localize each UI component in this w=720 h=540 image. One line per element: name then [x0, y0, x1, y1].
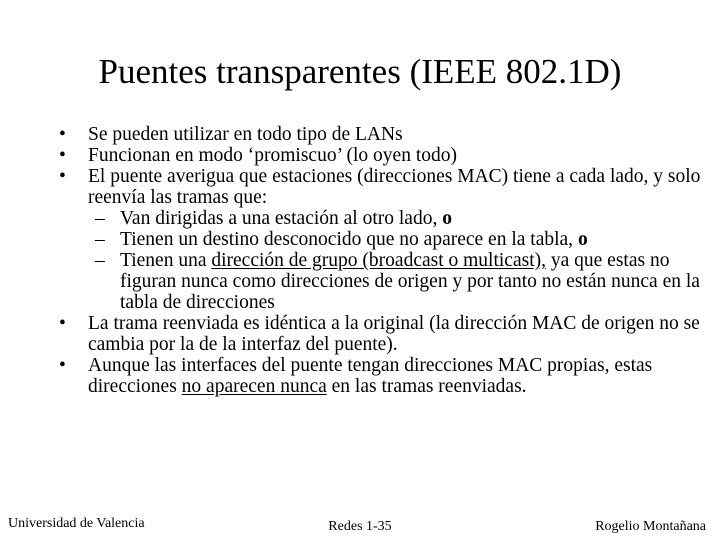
dash-marker: –	[95, 229, 105, 250]
footer-author: Rogelio Montañana	[595, 519, 706, 534]
bold-word: o	[442, 208, 452, 229]
bullet-item	[56, 313, 706, 355]
sub-bullet-item	[56, 208, 706, 229]
bullet-marker: •	[59, 355, 66, 376]
sub-bullet-text-after: ya que estas no figuran nunca como direcciones de origen y por tanto no están nunca en la tabla de direcciones	[120, 250, 700, 313]
bullet-marker: •	[59, 124, 66, 145]
underlined-text: no aparecen nunca	[181, 376, 327, 397]
sub-bullet-text: Van dirigidas a una estación al otro lado,	[120, 208, 438, 229]
slide-title: Puentes transparentes (IEEE 802.1D)	[98, 52, 622, 91]
dash-marker: –	[95, 208, 105, 229]
sub-bullet-item	[56, 250, 706, 313]
dash-marker: –	[95, 250, 105, 271]
bullet-text: Funcionan en modo ‘promiscuo’ (lo oyen todo)	[88, 145, 457, 166]
bullet-item	[56, 166, 706, 208]
bullet-text-after: en las tramas reenviadas.	[331, 376, 527, 397]
bullet-text: El puente averigua que estaciones (direcciones MAC) tiene a cada lado, y solo reenvía las tramas que:	[88, 166, 701, 208]
bullet-text: Se pueden utilizar en todo tipo de LANs	[88, 124, 403, 145]
footer-page-number: Redes 1-35	[328, 519, 392, 534]
bold-word: o	[577, 229, 588, 250]
sub-bullet-text-before: Tienen una	[120, 250, 207, 271]
footer-institution: Universidad de Valencia	[8, 516, 145, 531]
bullet-marker: •	[59, 313, 66, 334]
bullet-text-before: Aunque las interfaces del puente tengan direcciones MAC propias, estas direcciones	[88, 355, 653, 397]
sub-bullet-text: Tienen un destino desconocido que no aparece en la tabla,	[120, 229, 574, 250]
bullet-item	[56, 124, 706, 145]
bullet-item	[56, 355, 706, 397]
bullet-marker: •	[59, 166, 66, 187]
bullet-item	[56, 145, 706, 166]
bullet-marker: •	[59, 145, 66, 166]
bullet-text: La trama reenviada es idéntica a la original (la dirección MAC de origen no se cambia por la de la interfaz del puente).	[88, 313, 700, 355]
slide-content	[56, 124, 706, 397]
underlined-text: dirección de grupo (broadcast o multicast),	[211, 250, 546, 271]
sub-bullet-item	[56, 229, 706, 250]
